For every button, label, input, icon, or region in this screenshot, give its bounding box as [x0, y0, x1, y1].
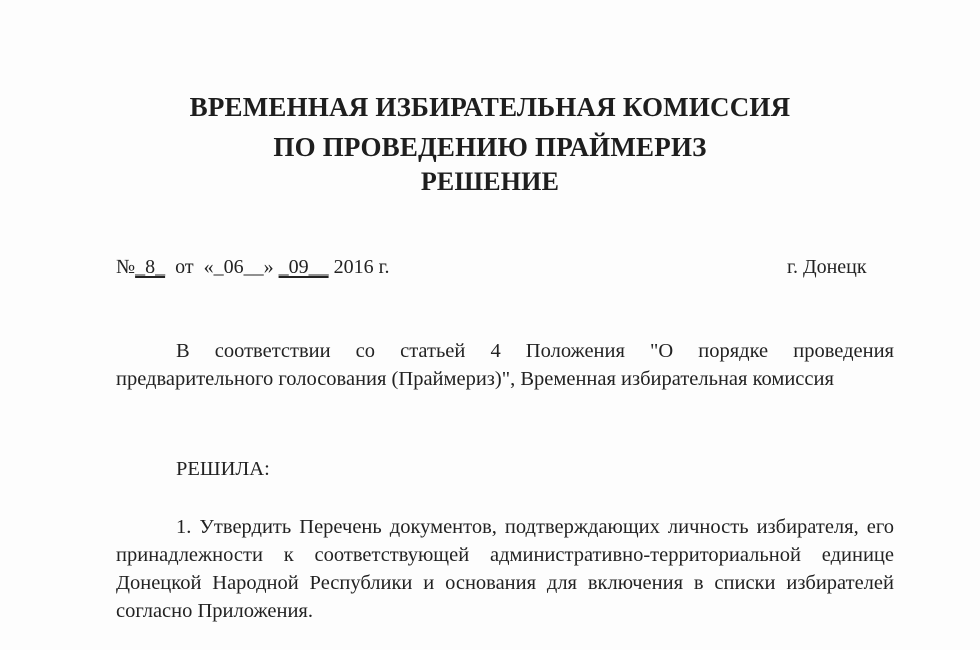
decision-day: «_06__» [203, 256, 274, 278]
header-title-line2: ПО ПРОВЕДЕНИЮ ПРАЙМЕРИЗ [273, 132, 707, 162]
header-title-line1: ВРЕМЕННАЯ ИЗБИРАТЕЛЬНАЯ КОМИССИЯ [189, 92, 791, 122]
from-label: от [175, 256, 194, 278]
resolution-item-1: 1. Утвердить Перечень документов, подтверждающих личность избирателя, его принадлежности к соответствующей административно-территориальной единице Донецкой Народной Республики и основания для включения в списки избирателей согласно Приложения. [116, 516, 894, 622]
decision-number-line [116, 253, 390, 281]
number-prefix: № [116, 256, 136, 278]
decision-year: 2016 г. [333, 256, 390, 278]
decision-city: г. Донецк [787, 256, 867, 278]
intro-paragraph: В соответствии со статьей 4 Положения "О порядке проведения предварительного голосования (Праймериз)", Временная избирательная комиссия [116, 340, 894, 390]
header-decision-title: РЕШЕНИЕ [420, 167, 560, 196]
decision-month: _09__ [278, 256, 329, 278]
resolved-heading: РЕШИЛА: [176, 458, 270, 480]
decision-number: _8_ [135, 256, 166, 278]
